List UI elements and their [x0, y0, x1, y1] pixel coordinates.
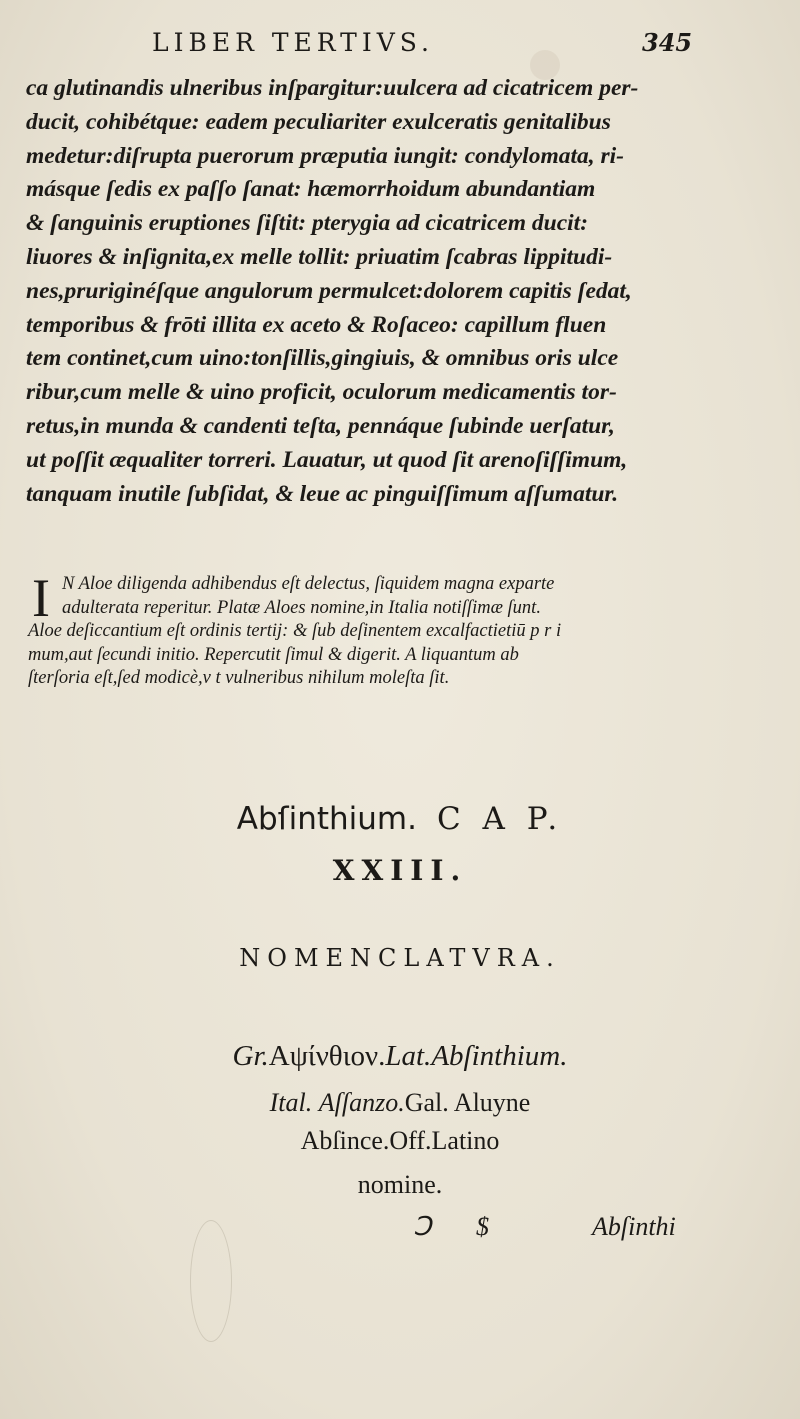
- nomenclature-heading: NOMENCLATVRA.: [239, 944, 561, 972]
- catchword-line: [0, 1212, 800, 1252]
- text-line: ribur,cum melle & uino proficit, oculorum medicamentis tor-: [26, 379, 617, 406]
- latin-name: Abſinthium.: [431, 1040, 568, 1072]
- greek-name: Aψίνθιον.: [268, 1040, 386, 1072]
- text-line: ducit, cohibétque: eadem peculiariter exulceratis genitalibus: [26, 108, 611, 135]
- text-line: ſterſoria eſt,ſed modicè,v t vulneribus nihilum moleſta ſit.: [28, 668, 450, 689]
- signature-mark: Ↄ: [413, 1212, 432, 1241]
- running-head: LIBER TERTIVS.: [152, 28, 434, 57]
- text-line: másque ſedis ex paſſo ſanat: hæmorrhoidum abundantiam: [26, 176, 596, 203]
- page-number: 345: [642, 28, 693, 57]
- latin-label: Lat.: [385, 1040, 432, 1072]
- text-line: tem continet,cum uino:tonſillis,gingiuis, & omnibus oris ulce: [26, 345, 619, 372]
- chapter-title-word: Abſinthium.: [236, 801, 417, 837]
- text-line: medetur:diſrupta puerorum præputia iungit: condylomata, ri-: [26, 142, 625, 169]
- text-line: ca glutinandis ulneribus inſpargitur:uulcera ad cicatricem per-: [26, 75, 639, 101]
- text-line: N Aloe diligenda adhibendus eſt delectus, ſiquidem magna exparte: [62, 574, 555, 594]
- text-line: Aloe deſiccantium eſt ordinis tertij: & ſub deſinentem excalfactietiū p r i: [28, 621, 562, 642]
- drop-cap: I: [32, 568, 50, 628]
- catchword: Abſinthi: [592, 1212, 676, 1241]
- text-line: liuores & inſignita,ex melle tollit: priuatim ſcabras lippitudi-: [26, 243, 613, 270]
- signature-mark: $: [476, 1212, 489, 1241]
- chapter-number: XXIII.: [332, 854, 468, 887]
- text-line: temporibus & frōti illita ex aceto & Roſaceo: capillum fluen: [26, 311, 607, 338]
- nomine-line: nomine.: [357, 1170, 443, 1199]
- italian-french-names: [0, 1088, 800, 1118]
- chapter-title: [0, 801, 800, 837]
- italian-name: Aſſanzo.: [318, 1088, 405, 1117]
- greek-label: Gr.: [232, 1040, 269, 1072]
- french-name: Gal. Aluyne: [404, 1088, 531, 1117]
- text-line: retus,in munda & candenti teſta, pennáque ſubinde uerſatur,: [26, 412, 615, 439]
- italian-label: Ital.: [269, 1088, 313, 1117]
- text-line: adulterata reperitur. Platæ Aloes nomine,in Italia notiſſimæ ſunt.: [62, 597, 541, 618]
- main-paragraph: [26, 72, 726, 511]
- officinal-name-line: Abſince.Off.Latino: [300, 1126, 500, 1155]
- text-line: mum,aut ſecundi initio. Repercutit ſimul & digerit. A liquantum ab: [28, 644, 519, 665]
- text-line: tanquam inutile ſubſidat, & leue ac pinguiſſimum aſſumatur.: [26, 480, 619, 507]
- text-line: & ſanguinis eruptiones ſiſtit: pterygia ad cicatricem ducit:: [26, 210, 589, 237]
- page-header: [0, 22, 800, 62]
- text-line: nes,pruriginéſque angulorum permulcet:dolorem capitis ſedat,: [26, 277, 632, 304]
- text-line: ut poſſit æqualiter torreri. Lauatur, ut quod ſit arenoſiſſimum,: [26, 446, 628, 473]
- chapter-cap-label: C A P.: [436, 801, 564, 837]
- aloe-paragraph: [28, 568, 728, 691]
- greek-latin-names: [0, 1040, 800, 1073]
